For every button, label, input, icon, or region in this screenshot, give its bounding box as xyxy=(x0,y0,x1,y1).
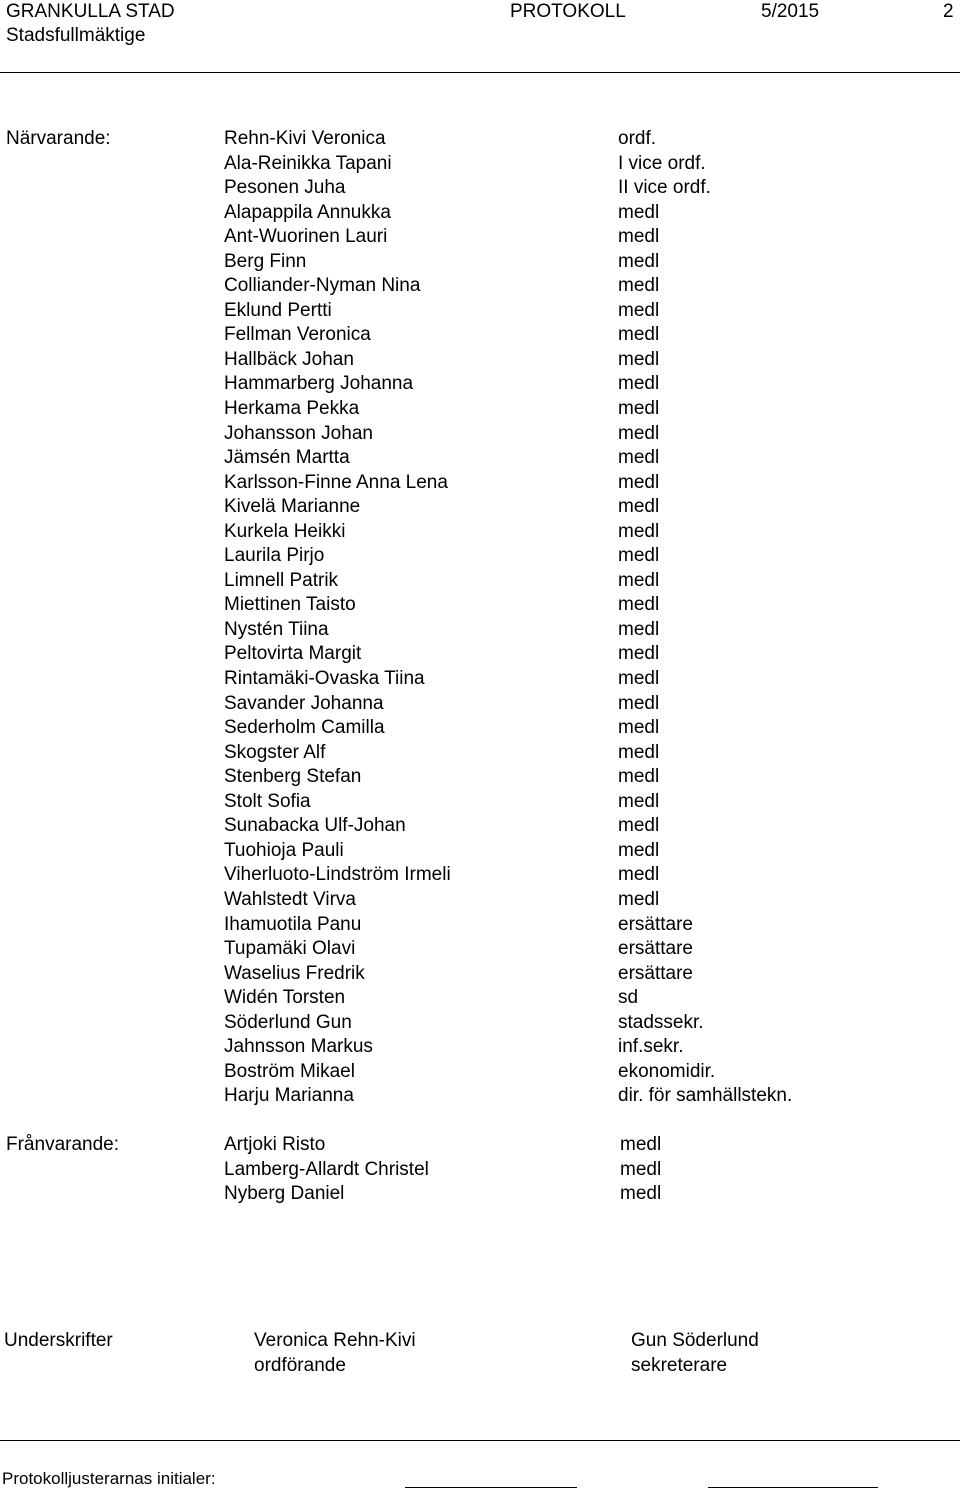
member-row xyxy=(0,274,960,299)
member-role: ordf. xyxy=(618,128,657,149)
member-role: medl xyxy=(618,839,660,861)
member-row xyxy=(0,471,960,496)
member-name: Artjoki Risto xyxy=(224,1134,326,1155)
member-name: Limnell Patrik xyxy=(224,569,339,591)
member-name: Laurila Pirjo xyxy=(224,545,325,567)
member-name: Wahlstedt Virva xyxy=(224,888,356,910)
member-name: Savander Johanna xyxy=(224,692,384,714)
member-name: Rehn-Kivi Veronica xyxy=(224,128,386,149)
member-role: medl xyxy=(618,668,660,690)
member-role: medl xyxy=(618,398,660,420)
member-row xyxy=(0,1158,960,1183)
member-name: Lamberg-Allardt Christel xyxy=(224,1158,429,1180)
member-role: medl xyxy=(618,692,660,714)
member-name: Johansson Johan xyxy=(224,422,373,444)
member-role: medl xyxy=(620,1158,662,1180)
member-row xyxy=(0,790,960,815)
member-role: medl xyxy=(618,226,660,248)
section-label: Närvarande: xyxy=(6,128,111,149)
member-role: medl xyxy=(618,447,660,469)
member-role: dir. för samhällstekn. xyxy=(618,1085,793,1107)
initials-line xyxy=(708,1487,878,1488)
member-name: Tuohioja Pauli xyxy=(224,839,344,861)
signer-name: Gun Söderlund xyxy=(631,1330,759,1351)
member-role: medl xyxy=(618,643,660,665)
member-role: medl xyxy=(618,545,660,567)
doc-type: PROTOKOLL xyxy=(510,1,626,22)
member-role: medl xyxy=(618,520,660,542)
member-row xyxy=(0,348,960,373)
member-name: Alapappila Annukka xyxy=(224,201,391,223)
member-role: medl xyxy=(618,373,660,395)
member-role: sd xyxy=(618,987,639,1009)
member-name: Kivelä Marianne xyxy=(224,496,361,518)
member-name: Sunabacka Ulf-Johan xyxy=(224,815,406,837)
member-role: medl xyxy=(618,348,660,370)
member-name: Peltovirta Margit xyxy=(224,643,362,665)
absent-section xyxy=(0,1133,960,1207)
member-role: medl xyxy=(618,471,660,493)
member-row xyxy=(0,642,960,667)
body-name: Stadsfullmäktige xyxy=(6,25,146,46)
member-role: medl xyxy=(618,275,660,297)
header-rule xyxy=(0,72,960,73)
member-role: medl xyxy=(618,299,660,321)
issue-number: 5/2015 xyxy=(761,1,820,22)
member-name: Jahnsson Markus xyxy=(224,1036,373,1058)
member-name: Tupamäki Olavi xyxy=(224,938,356,960)
member-row xyxy=(0,520,960,545)
member-role: medl xyxy=(618,594,660,616)
member-row xyxy=(0,962,960,987)
member-name: Pesonen Juha xyxy=(224,177,346,199)
member-role: medl xyxy=(618,496,660,518)
member-row xyxy=(0,397,960,422)
member-name: Stolt Sofia xyxy=(224,790,311,812)
member-row xyxy=(0,225,960,250)
member-role: ekonomidir. xyxy=(618,1060,716,1082)
section-label: Frånvarande: xyxy=(6,1134,120,1155)
member-name: Viherluoto-Lindström Irmeli xyxy=(224,864,451,886)
member-row xyxy=(0,323,960,348)
member-name: Fellman Veronica xyxy=(224,324,371,346)
member-role: II vice ordf. xyxy=(618,177,711,199)
member-name: Herkama Pekka xyxy=(224,398,360,420)
member-role: medl xyxy=(620,1183,662,1205)
member-row xyxy=(0,176,960,201)
signer-title: ordförande xyxy=(254,1354,346,1376)
member-role: inf.sekr. xyxy=(618,1036,684,1058)
member-name: Nyberg Daniel xyxy=(224,1183,345,1205)
member-name: Ant-Wuorinen Lauri xyxy=(224,226,388,248)
member-name: Sederholm Camilla xyxy=(224,717,385,739)
member-role: medl xyxy=(618,201,660,223)
member-role: ersättare xyxy=(618,913,693,935)
member-row xyxy=(0,1084,960,1109)
member-name: Eklund Pertti xyxy=(224,299,332,321)
member-row xyxy=(0,937,960,962)
member-row xyxy=(0,1011,960,1036)
member-role: medl xyxy=(618,864,660,886)
member-name: Harju Marianna xyxy=(224,1085,354,1107)
member-row xyxy=(0,569,960,594)
present-section xyxy=(0,127,960,1109)
member-name: Boström Mikael xyxy=(224,1060,355,1082)
member-row xyxy=(0,127,960,152)
member-row xyxy=(0,250,960,275)
member-row xyxy=(0,888,960,913)
member-role: medl xyxy=(618,569,660,591)
member-row xyxy=(0,593,960,618)
member-row xyxy=(0,618,960,643)
org-name: GRANKULLA STAD xyxy=(6,1,175,22)
signer-name: Veronica Rehn-Kivi xyxy=(254,1330,416,1351)
member-role: medl xyxy=(618,815,660,837)
member-row xyxy=(0,716,960,741)
member-row xyxy=(0,765,960,790)
member-role: medl xyxy=(618,717,660,739)
initials-label: Protokolljusterarnas initialer: xyxy=(2,1469,216,1488)
member-role: ersättare xyxy=(618,938,693,960)
member-row xyxy=(0,152,960,177)
member-name: Rintamäki-Ovaska Tiina xyxy=(224,668,425,690)
member-role: medl xyxy=(618,790,660,812)
member-name: Hammarberg Johanna xyxy=(224,373,414,395)
member-row xyxy=(0,495,960,520)
member-row xyxy=(0,814,960,839)
member-role: medl xyxy=(620,1134,662,1155)
member-role: I vice ordf. xyxy=(618,152,706,174)
member-row xyxy=(0,913,960,938)
member-name: Hallbäck Johan xyxy=(224,348,354,370)
member-role: stadssekr. xyxy=(618,1011,704,1033)
member-row xyxy=(0,1133,960,1158)
member-role: medl xyxy=(618,324,660,346)
member-row xyxy=(0,422,960,447)
member-name: Kurkela Heikki xyxy=(224,520,346,542)
member-role: medl xyxy=(618,250,660,272)
member-name: Berg Finn xyxy=(224,250,307,272)
member-name: Ihamuotila Panu xyxy=(224,913,362,935)
member-name: Jämsén Martta xyxy=(224,447,350,469)
member-row xyxy=(0,863,960,888)
page-number: 2 xyxy=(943,1,954,22)
member-role: medl xyxy=(618,618,660,640)
member-name: Widén Torsten xyxy=(224,987,346,1009)
footer-rule xyxy=(0,1440,960,1441)
member-role: ersättare xyxy=(618,962,693,984)
initials-line xyxy=(405,1487,577,1488)
member-name: Colliander-Nyman Nina xyxy=(224,275,421,297)
member-name: Söderlund Gun xyxy=(224,1011,352,1033)
member-role: medl xyxy=(618,741,660,763)
member-row xyxy=(0,839,960,864)
member-name: Karlsson-Finne Anna Lena xyxy=(224,471,448,493)
member-name: Skogster Alf xyxy=(224,741,326,763)
member-row xyxy=(0,741,960,766)
member-row xyxy=(0,667,960,692)
member-name: Stenberg Stefan xyxy=(224,766,362,788)
signer-title: sekreterare xyxy=(631,1354,728,1376)
member-row xyxy=(0,1060,960,1085)
member-name: Ala-Reinikka Tapani xyxy=(224,152,392,174)
member-row xyxy=(0,1182,960,1207)
member-row xyxy=(0,692,960,717)
member-row xyxy=(0,544,960,569)
member-name: Nystén Tiina xyxy=(224,618,329,640)
member-name: Waselius Fredrik xyxy=(224,962,365,984)
member-name: Miettinen Taisto xyxy=(224,594,356,616)
member-row xyxy=(0,201,960,226)
member-role: medl xyxy=(618,766,660,788)
member-row xyxy=(0,372,960,397)
member-row xyxy=(0,446,960,471)
signatures-label: Underskrifter xyxy=(4,1330,113,1351)
member-row xyxy=(0,986,960,1011)
member-role: medl xyxy=(618,888,660,910)
member-row xyxy=(0,299,960,324)
member-row xyxy=(0,1035,960,1060)
member-role: medl xyxy=(618,422,660,444)
